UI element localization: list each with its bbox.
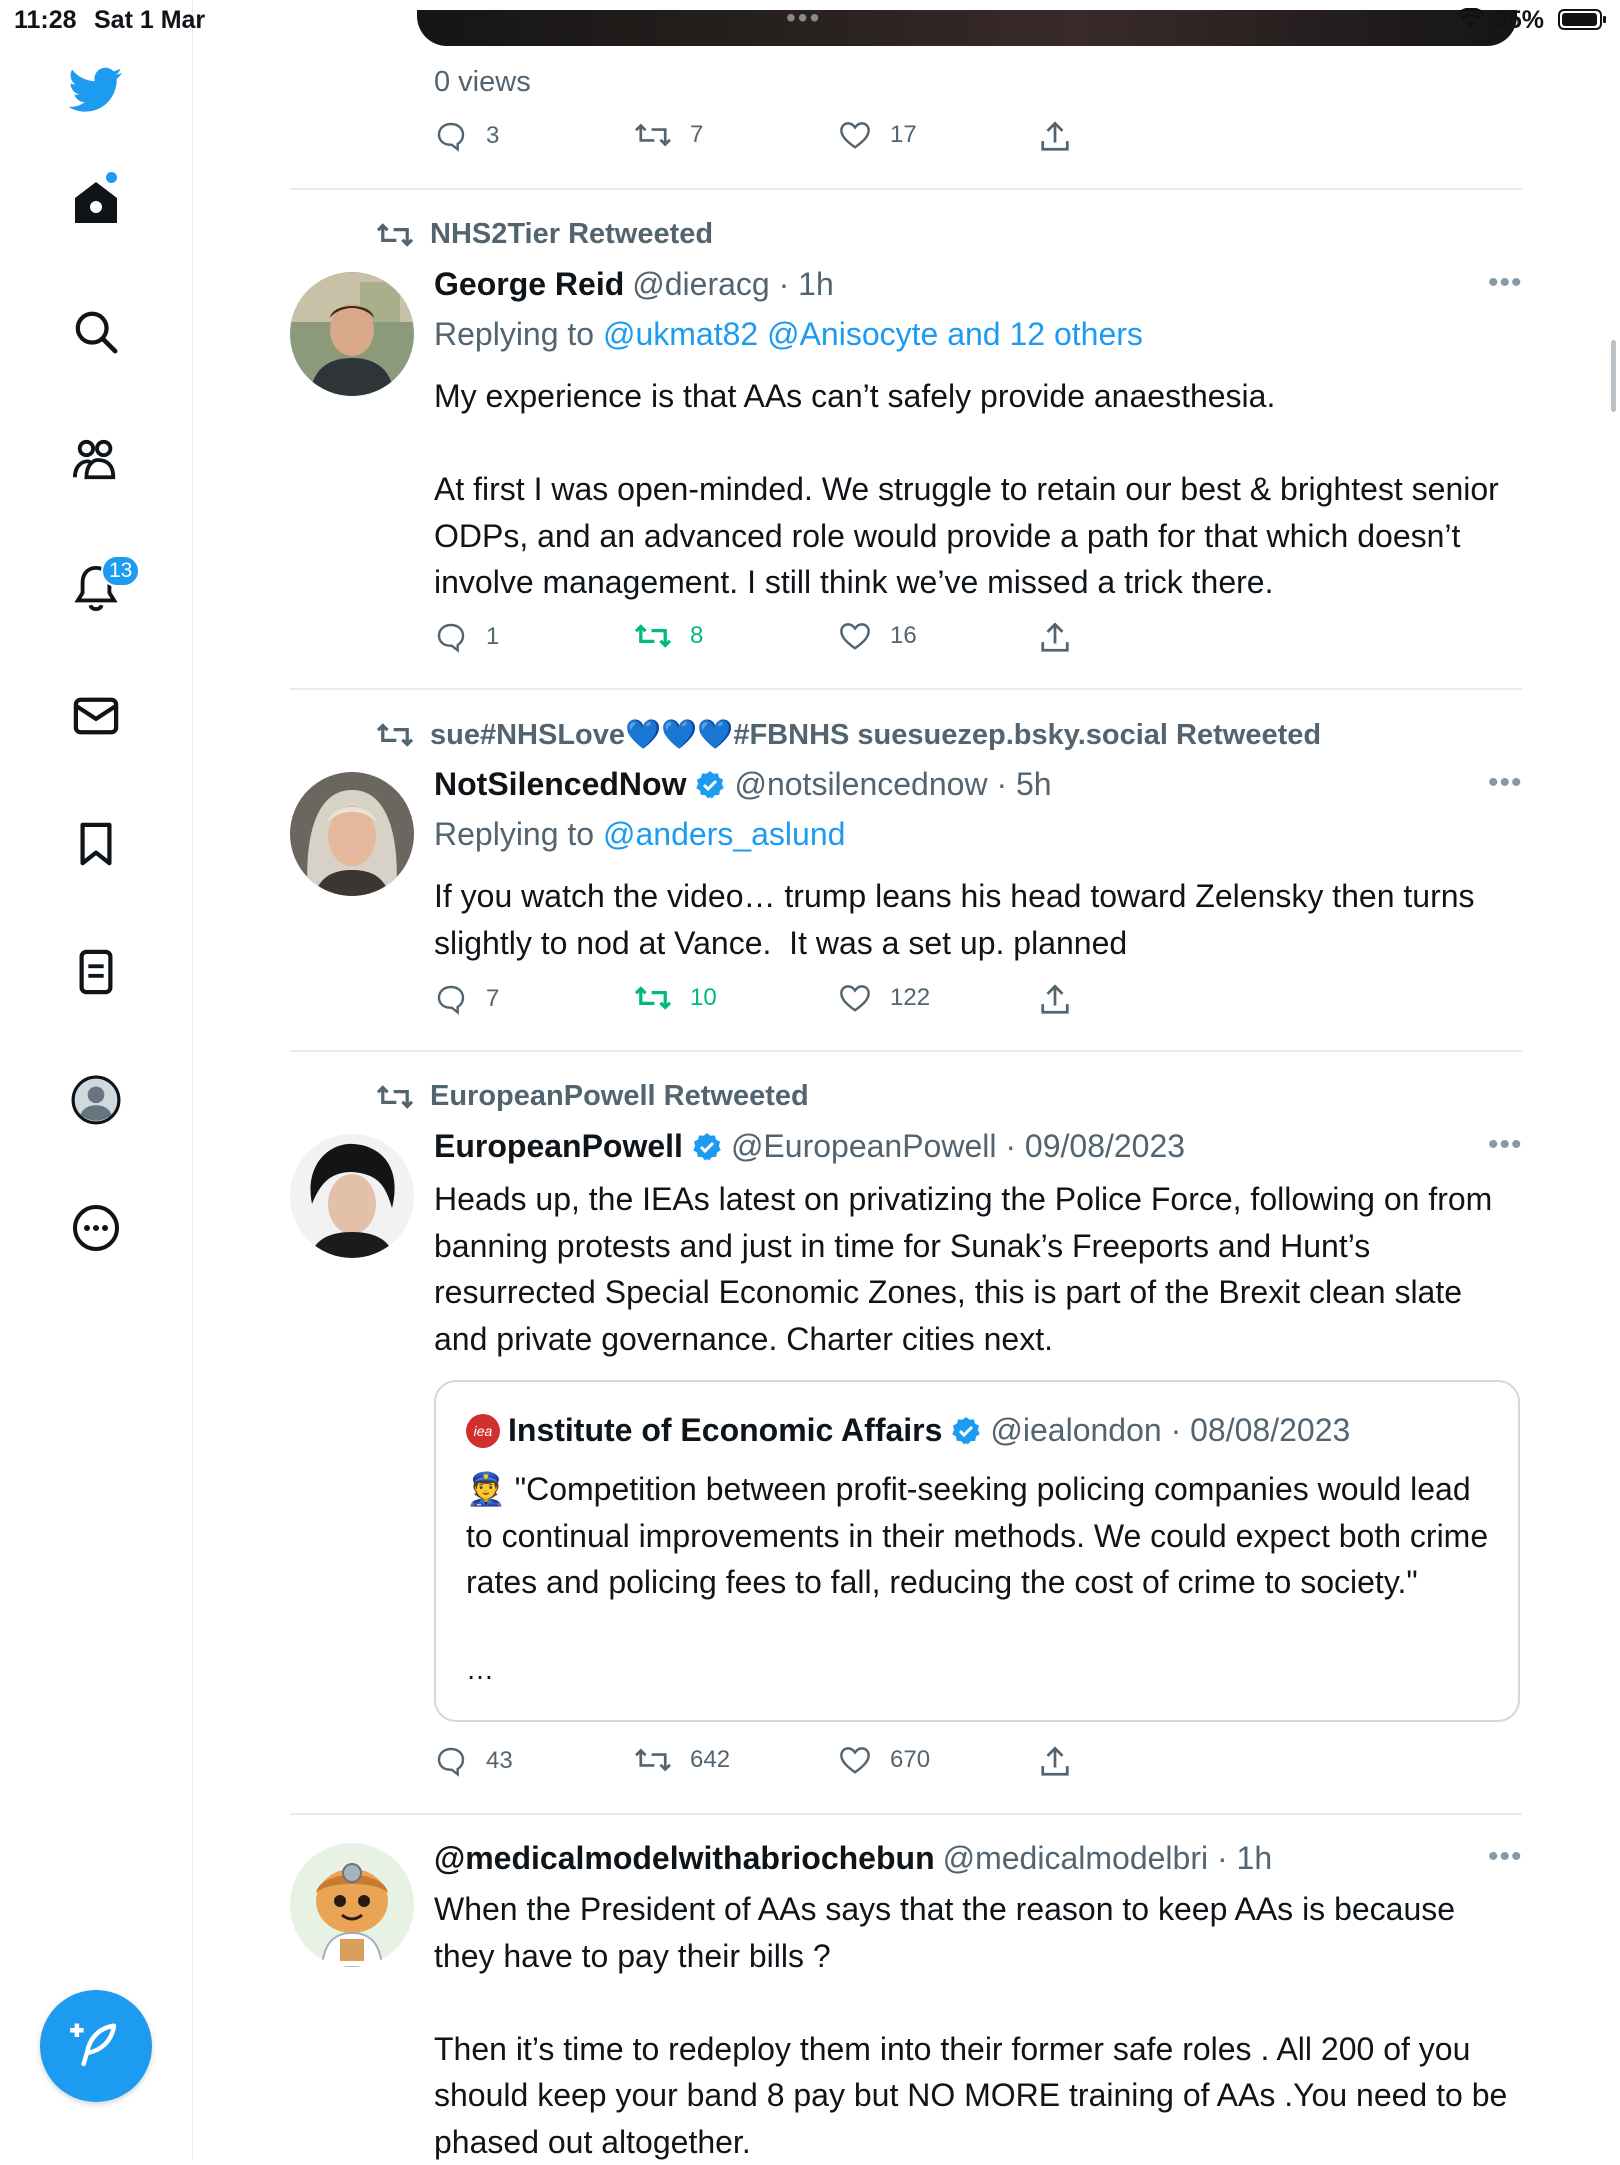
- verified-badge-icon: [694, 769, 726, 801]
- avatar[interactable]: [290, 1134, 414, 1258]
- retweet-context: [376, 718, 1321, 752]
- replying-to: [434, 816, 845, 853]
- tweet-more-button[interactable]: •••: [1488, 766, 1523, 799]
- like-count: 16: [890, 622, 917, 649]
- quoted-tweet-header: [466, 1412, 1350, 1449]
- like-button[interactable]: [838, 1745, 930, 1775]
- author-name[interactable]: EuropeanPowell: [434, 1128, 683, 1164]
- retweet-count: 7: [690, 121, 704, 148]
- tweet-text: If you watch the video… trump leans his head toward Zelensky then turns slightly to nod at Vance. It was a set up. planned: [434, 878, 1484, 961]
- retweet-button[interactable]: [634, 983, 717, 1013]
- author-name[interactable]: NotSilencedNow: [434, 766, 687, 802]
- reply-button[interactable]: [434, 983, 499, 1015]
- replying-to-label: Replying to: [434, 816, 595, 852]
- multitasking-dots[interactable]: •••: [786, 2, 822, 33]
- reply-count: 1: [486, 623, 500, 650]
- retweet-icon: [634, 983, 672, 1013]
- tweet-text: Heads up, the IEAs latest on privatizing the Police Force, following on from banning protests and just in time for Sunak’s Freeports and Hunt’s resurrected Special Economic Zones, this is part of the Brexit clean slate and private governance. Charter cities next.: [434, 1181, 1502, 1357]
- quoted-author-name[interactable]: Institute of Economic Affairs: [508, 1412, 943, 1448]
- home-unread-dot: [106, 172, 117, 183]
- replying-to-link[interactable]: @ukmat82 @Anisocyte and 12 others: [602, 316, 1143, 352]
- tweet-header: [434, 1840, 1272, 1877]
- verified-badge-icon: [950, 1415, 982, 1447]
- tweet-header: [434, 266, 834, 303]
- quoted-tweet-text: 👮 "Competition between profit-seeking policing companies would lead to continual improvements in their methods. We could expect both crime rates and policing fees to fall, reducing the cost of crime to society.": [466, 1471, 1498, 1600]
- replying-to: [434, 316, 1143, 353]
- reply-icon: [434, 983, 468, 1015]
- quoted-author-handle[interactable]: @iealondon · 08/08/2023: [990, 1412, 1351, 1448]
- home-icon[interactable]: [66, 172, 126, 232]
- reply-icon: [434, 621, 468, 653]
- retweet-icon: [634, 621, 672, 651]
- battery-icon: [1558, 9, 1602, 30]
- tweet-header: [434, 1128, 1185, 1165]
- reply-button[interactable]: [434, 120, 499, 152]
- tweet-text: When the President of AAs says that the reason to keep AAs is because they have to pay their bills ? Then it’s time to redeploy them into their former safe roles . All 200 of you should keep your band 8 pay but NO MORE training of AAs .You need to be phased out altogether.: [434, 1891, 1508, 2160]
- heart-icon: [838, 1745, 872, 1775]
- replying-to-link[interactable]: @anders_aslund: [602, 816, 846, 852]
- share-button[interactable]: [1040, 621, 1070, 655]
- battery-percentage: 95%: [1494, 6, 1545, 34]
- twitter-bird-icon[interactable]: [66, 60, 126, 120]
- retweeted-by-label[interactable]: sue#NHSLove💙💙💙#FBNHS suesuezep.bsky.social Retweeted: [430, 719, 1322, 751]
- messages-icon[interactable]: [66, 686, 126, 746]
- retweet-button[interactable]: [634, 120, 703, 150]
- heart-icon: [838, 621, 872, 651]
- compose-icon: [69, 2019, 123, 2073]
- divider: [290, 188, 1522, 190]
- like-count: 17: [890, 121, 917, 148]
- quoted-tweet-ellipsis: …: [466, 1654, 494, 1685]
- tweet-more-button[interactable]: •••: [1488, 1128, 1523, 1161]
- retweeted-by-label[interactable]: EuropeanPowell Retweeted: [430, 1080, 809, 1112]
- retweet-count: 10: [690, 984, 717, 1011]
- author-handle[interactable]: @notsilencednow · 5h: [734, 766, 1052, 802]
- avatar[interactable]: [290, 1843, 414, 1967]
- like-button[interactable]: [838, 120, 917, 150]
- status-date: Sat 1 Mar: [94, 6, 206, 34]
- notifications-badge: 13: [101, 555, 140, 587]
- share-icon: [1040, 983, 1070, 1017]
- lists-icon[interactable]: [66, 942, 126, 1002]
- divider: [290, 688, 1522, 690]
- reply-icon: [434, 1745, 468, 1777]
- share-button[interactable]: [1040, 120, 1070, 154]
- quoted-tweet[interactable]: [434, 1380, 1520, 1722]
- reply-count: 7: [486, 985, 500, 1012]
- author-name[interactable]: @medicalmodelwithabriochebun: [434, 1840, 935, 1876]
- retweet-button[interactable]: [634, 1745, 730, 1775]
- tweet-more-button[interactable]: •••: [1488, 266, 1523, 299]
- tweet-more-button[interactable]: •••: [1488, 1840, 1523, 1873]
- like-count: 122: [890, 984, 931, 1011]
- sidebar: [0, 0, 193, 2160]
- retweet-icon: [376, 720, 414, 750]
- previous-tweet-actions: [434, 120, 1084, 160]
- avatar[interactable]: [290, 272, 414, 396]
- iea-logo: iea: [466, 1414, 500, 1448]
- like-button[interactable]: [838, 983, 930, 1013]
- reply-button[interactable]: [434, 621, 499, 653]
- like-button[interactable]: [838, 621, 917, 651]
- status-time: 11:28: [14, 6, 77, 34]
- retweet-icon: [376, 1082, 414, 1112]
- divider: [290, 1813, 1522, 1815]
- share-button[interactable]: [1040, 983, 1070, 1017]
- retweet-icon: [634, 1745, 672, 1775]
- heart-icon: [838, 983, 872, 1013]
- retweet-count: 8: [690, 622, 704, 649]
- scrollbar[interactable]: [1611, 340, 1616, 412]
- wifi-icon: [1456, 8, 1486, 35]
- author-handle[interactable]: @dieracg · 1h: [632, 266, 834, 302]
- verified-badge-icon: [691, 1131, 723, 1163]
- status-bar: [0, 0, 1620, 40]
- tweet-actions: [434, 1745, 1084, 1785]
- retweet-button[interactable]: [634, 621, 703, 651]
- more-icon[interactable]: [66, 1198, 126, 1258]
- share-icon: [1040, 621, 1070, 655]
- tweet-header: [434, 766, 1052, 803]
- share-button[interactable]: [1040, 1745, 1070, 1779]
- reply-count: 43: [486, 1747, 513, 1774]
- retweet-context: [376, 218, 713, 251]
- reply-button[interactable]: [434, 1745, 513, 1777]
- tweet-actions: [434, 621, 1084, 661]
- tweet-actions: [434, 983, 1084, 1023]
- retweeted-by-label[interactable]: NHS2Tier Retweeted: [430, 218, 714, 250]
- profile-icon[interactable]: [66, 1070, 126, 1130]
- tweet-text: My experience is that AAs can’t safely provide anaesthesia. At first I was open-minded. We struggle to retain our best & brightest senior ODPs, and an advanced role would provide a path for that which doesn’t involve management. I still think we’ve missed a trick there.: [434, 378, 1499, 600]
- reply-count: 3: [486, 122, 500, 149]
- retweet-context: [376, 1080, 809, 1113]
- search-icon[interactable]: [66, 302, 126, 362]
- author-name[interactable]: George Reid: [434, 266, 625, 302]
- share-icon: [1040, 1745, 1070, 1779]
- bookmark-icon[interactable]: [66, 814, 126, 874]
- retweet-count: 642: [690, 1746, 731, 1773]
- divider: [290, 1050, 1522, 1052]
- replying-to-label: Replying to: [434, 316, 595, 352]
- avatar[interactable]: [290, 772, 414, 896]
- communities-icon[interactable]: [66, 430, 126, 490]
- retweet-icon: [376, 220, 414, 250]
- compose-button[interactable]: [40, 1990, 152, 2102]
- author-handle[interactable]: @EuropeanPowell · 09/08/2023: [730, 1128, 1186, 1164]
- like-count: 670: [890, 1746, 931, 1773]
- author-handle[interactable]: @medicalmodelbri · 1h: [942, 1840, 1273, 1876]
- views-count: 0 views: [434, 66, 531, 98]
